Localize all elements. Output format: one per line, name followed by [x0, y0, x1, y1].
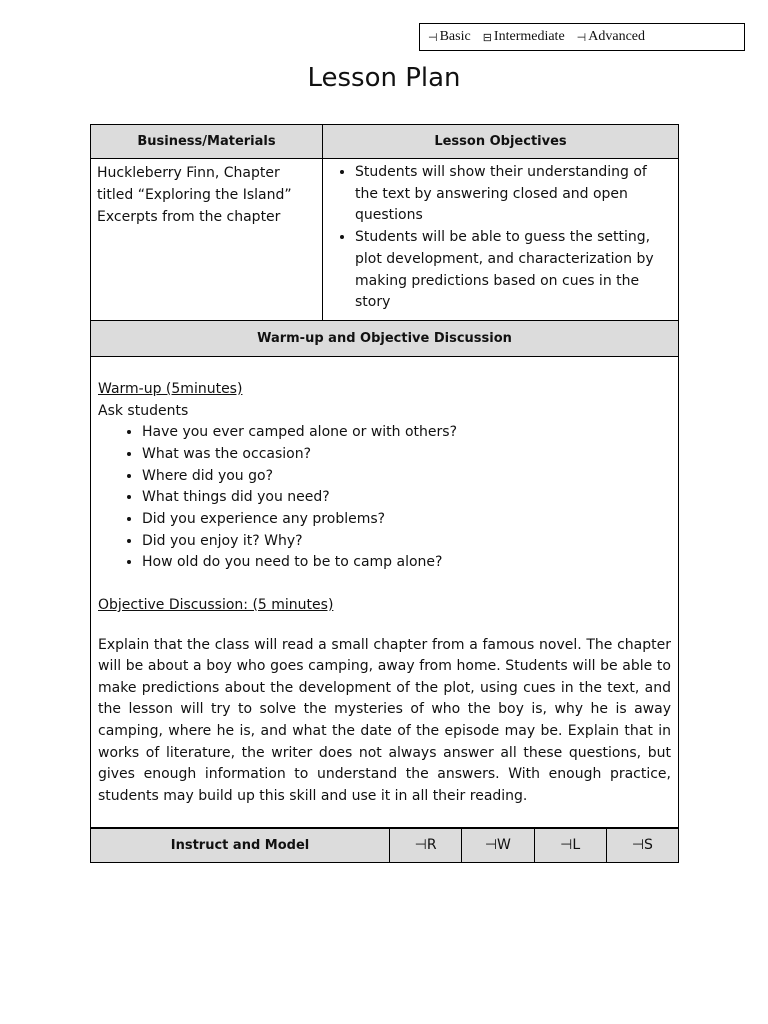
- level-advanced-label: Advanced: [588, 29, 646, 44]
- warmup-cell: [91, 357, 678, 827]
- table-row: [91, 159, 678, 321]
- list-item: • Did you enjoy it? Why?: [142, 531, 671, 553]
- list-item: • How old do you need to be to camp alone?: [142, 552, 671, 574]
- level-selector: [419, 23, 745, 51]
- warmup-row: [91, 357, 678, 828]
- instruct-row: [91, 828, 678, 862]
- materials-header: Business/Materials: [91, 125, 323, 158]
- instruct-label: Instruct and Model: [91, 829, 390, 862]
- list-item: • Did you experience any problems?: [142, 509, 671, 531]
- checkbox-icon: ⊟: [482, 31, 492, 44]
- warmup-intro: Ask students: [98, 402, 189, 419]
- skill-listening[interactable]: ⊣L: [535, 829, 607, 862]
- list-item: • What was the occasion?: [142, 444, 671, 466]
- warmup-heading: Warm-up (5minutes): [98, 380, 243, 397]
- warmup-section-header: Warm-up and Objective Discussion: [257, 330, 512, 346]
- materials-cell: Huckleberry Finn, Chapter titled “Exploring the Island” Excerpts from the chapter: [91, 159, 323, 320]
- checkbox-icon: ⊣: [576, 31, 587, 44]
- objective-heading: Objective Discussion: (5 minutes): [98, 597, 334, 614]
- objectives-header: Lesson Objectives: [434, 134, 567, 149]
- list-item: • What things did you need?: [142, 487, 671, 509]
- skill-writing[interactable]: ⊣W: [462, 829, 534, 862]
- skill-reading[interactable]: ⊣R: [390, 829, 462, 862]
- level-intermediate[interactable]: [483, 29, 565, 45]
- objective-paragraph: Explain that the class will read a small chapter from a famous novel. The chapter will be about a boy who goes camping, away from home. Students will be able to make predictions about the development of the plot, using cues in the text, and the lesson will try to solve the mysteries of who the boy is, why he is away camping, where he is, and what the date of the episode may be. Explain that in works of literature, the writer does not always answer all these questions, but gives enough information to understand the answers. With enough practice, students may build up this skill and use it in all their reading.: [98, 636, 671, 804]
- list-item: • Students will be able to guess the setting, plot development, and characterization by making predictions based on cues in the story: [355, 227, 672, 314]
- table-header-row: [91, 125, 678, 159]
- level-intermediate-label: Intermediate: [493, 29, 565, 44]
- checkbox-icon: ⊣: [428, 31, 438, 44]
- list-item: • Have you ever camped alone or with others?: [142, 422, 671, 444]
- page-title: Lesson Plan: [307, 63, 461, 93]
- level-basic-label: Basic: [439, 29, 471, 44]
- skill-speaking[interactable]: ⊣S: [631, 837, 653, 854]
- objectives-list: [329, 162, 672, 314]
- list-item: • Students will show their understanding of the text by answering closed and open questions: [355, 162, 672, 227]
- objectives-cell: [323, 159, 678, 320]
- list-item: • Where did you go?: [142, 466, 671, 488]
- level-basic[interactable]: [428, 29, 471, 45]
- warmup-questions: [98, 422, 671, 574]
- section-header-row: [91, 321, 678, 357]
- lesson-table: [90, 124, 679, 863]
- level-advanced[interactable]: [577, 29, 645, 45]
